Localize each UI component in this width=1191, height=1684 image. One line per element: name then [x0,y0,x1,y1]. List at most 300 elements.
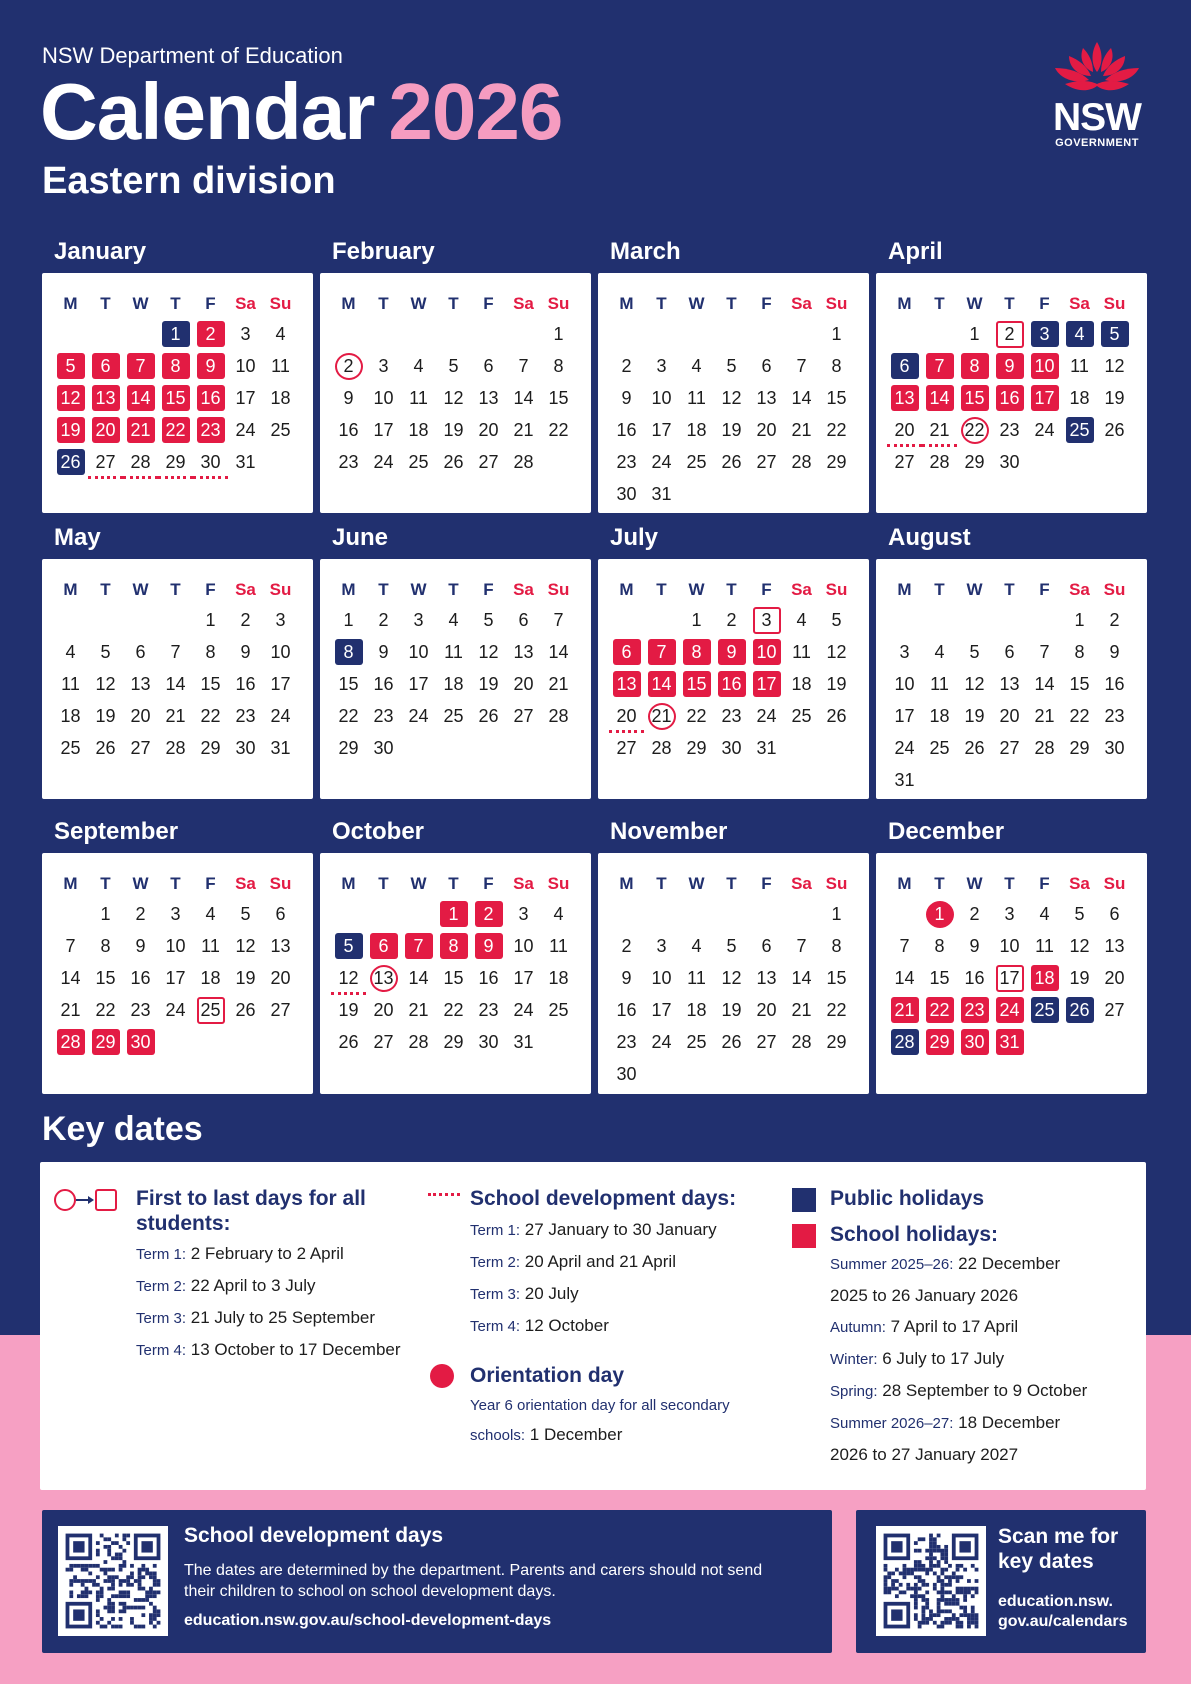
day-number: 26 [95,737,116,758]
day-number: 19 [1104,387,1125,408]
day-cell [1097,636,1132,668]
day-cell [922,898,957,930]
day-number: 15 [200,673,221,694]
day-number: 21 [127,417,155,443]
weekday-header: T [100,580,111,599]
day-cell [88,636,123,668]
day-number: 26 [721,1031,742,1052]
day-cell [506,446,541,478]
day-number: 17 [513,967,534,988]
day-cell [992,898,1027,930]
day-number: 10 [651,387,672,408]
day-cell [679,994,714,1026]
day-cell [53,962,88,994]
month-name: April [888,238,943,265]
weekday-header: T [1004,580,1015,599]
day-number: 23 [197,417,225,443]
day-cell [123,446,158,478]
day-cell [53,350,88,382]
holiday-line: Summer 2025–26: 22 December 2025 to 26 January 2026 [830,1254,1061,1305]
day-cell [436,700,471,732]
day-cell [366,604,401,636]
day-number: 15 [826,967,847,988]
weekday-header: T [378,874,389,893]
day-number: 22 [826,419,847,440]
weekday-header: F [1039,294,1050,313]
day-cell [819,414,854,446]
day-number: 15 [1069,673,1090,694]
weekday-header: T [656,580,667,599]
day-number: 11 [549,935,568,956]
day-number: 28 [57,1029,85,1055]
day-cell [436,668,471,700]
day-cell [887,1026,922,1058]
day-cell [887,636,922,668]
day-number: 20 [130,705,151,726]
day-number: 26 [57,449,85,475]
day-cell [1027,994,1062,1026]
public-holiday-swatch-icon [792,1188,816,1212]
day-cell [401,962,436,994]
day-cell [644,1026,679,1058]
title-year: 2026 [388,67,563,156]
day-cell [331,446,366,478]
day-cell [263,994,298,1026]
day-number: 11 [792,641,811,662]
day-cell [506,700,541,732]
scan-me-link[interactable]: education.nsw. gov.au/calendars [998,1593,1128,1630]
day-number: 21 [929,419,950,440]
day-number: 26 [443,451,464,472]
day-number: 5 [240,903,251,924]
day-number: 20 [616,705,637,726]
day-cell [922,414,957,446]
day-cell [471,930,506,962]
day-number: 16 [964,967,985,988]
day-number: 16 [478,967,499,988]
day-number: 23 [235,705,256,726]
day-number: 5 [335,933,363,959]
day-number: 1 [1074,609,1085,630]
month-card [876,273,1147,513]
day-cell [644,382,679,414]
day-number: 24 [651,451,672,472]
day-number: 24 [996,997,1024,1023]
day-number: 8 [162,353,190,379]
day-number: 15 [683,671,711,697]
day-cell [1097,382,1132,414]
day-number: 25 [60,737,81,758]
day-number: 9 [718,639,746,665]
weekday-header: Sa [1069,294,1090,313]
weekday-header: T [1004,294,1015,313]
day-cell [263,930,298,962]
weekday-header: T [170,874,181,893]
day-number: 22 [961,417,989,444]
day-cell [331,1026,366,1058]
day-number: 10 [894,673,915,694]
day-number: 27 [478,451,499,472]
day-number: 20 [756,419,777,440]
month-card [876,853,1147,1094]
day-number: 30 [478,1031,499,1052]
sdd-info-text: The dates are determined by the department. Parents and carers should not send their children to school on school development days. [184,1562,763,1600]
day-cell [366,1026,401,1058]
day-cell [88,994,123,1026]
day-number: 29 [92,1029,120,1055]
day-cell [331,604,366,636]
day-cell [922,930,957,962]
month-name: August [888,524,971,551]
day-cell [541,668,576,700]
day-cell [714,930,749,962]
day-cell [679,700,714,732]
day-number: 25 [686,451,707,472]
day-cell [123,414,158,446]
day-cell [992,732,1027,764]
day-cell [1062,382,1097,414]
day-cell [819,350,854,382]
day-cell [1062,604,1097,636]
day-cell [644,962,679,994]
day-cell [609,1026,644,1058]
day-number: 21 [1034,705,1055,726]
day-cell [88,732,123,764]
day-cell [436,930,471,962]
day-number: 10 [651,967,672,988]
day-cell [88,898,123,930]
weekday-header: Su [269,294,292,313]
day-number: 14 [548,641,569,662]
day-cell [1097,962,1132,994]
day-cell [193,604,228,636]
day-cell [53,414,88,446]
day-number: 30 [616,1063,637,1084]
day-number: 23 [616,1031,637,1052]
day-cell [1027,636,1062,668]
day-cell [88,414,123,446]
month-name: June [332,524,389,551]
day-cell [53,732,88,764]
day-number: 2 [621,935,632,956]
day-number: 30 [1104,737,1125,758]
day-number: 8 [1074,641,1085,662]
day-number: 21 [165,705,186,726]
day-number: 7 [405,933,433,959]
day-number: 27 [894,451,915,472]
day-number: 23 [721,705,742,726]
day-cell [53,700,88,732]
day-number: 18 [443,673,464,694]
day-number: 14 [165,673,186,694]
day-number: 27 [616,737,637,758]
day-cell [471,446,506,478]
weekday-header: M [341,580,356,599]
day-cell [749,604,784,636]
day-cell [228,962,263,994]
day-number: 25 [548,999,569,1020]
day-cell [228,700,263,732]
day-number: 30 [961,1029,989,1055]
day-cell [749,994,784,1026]
day-cell [749,446,784,478]
day-number: 27 [130,737,151,758]
day-cell [714,604,749,636]
day-cell [992,700,1027,732]
day-number: 22 [1069,705,1090,726]
day-cell [263,604,298,636]
day-cell [401,414,436,446]
day-number: 11 [930,673,949,694]
day-cell [784,446,819,478]
day-number: 2 [996,321,1024,348]
day-cell [331,930,366,962]
day-cell [1062,930,1097,962]
day-number: 3 [240,323,251,344]
day-cell [609,732,644,764]
day-number: 1 [162,321,190,347]
day-cell [714,446,749,478]
day-number: 10 [999,935,1020,956]
day-number: 3 [1031,321,1059,347]
day-number: 2 [335,353,363,380]
day-number: 2 [240,609,251,630]
day-cell [609,350,644,382]
day-cell [922,962,957,994]
day-cell [957,414,992,446]
day-cell [749,382,784,414]
day-cell [88,930,123,962]
weekday-header: Su [269,580,292,599]
day-cell [436,382,471,414]
day-number: 2 [135,903,146,924]
day-number: 16 [996,385,1024,411]
day-number: 29 [165,451,186,472]
day-number: 3 [656,935,667,956]
day-number: 9 [969,935,980,956]
day-cell [471,382,506,414]
day-cell [506,1026,541,1058]
weekday-header: Sa [791,294,812,313]
day-cell [819,700,854,732]
day-number: 4 [691,355,702,376]
day-cell [436,1026,471,1058]
day-cell [1097,668,1132,700]
key-dates-card [40,1162,1146,1490]
day-cell [263,732,298,764]
day-cell [922,636,957,668]
day-cell [679,382,714,414]
day-cell [158,318,193,350]
day-number: 4 [205,903,216,924]
day-number: 13 [891,385,919,411]
day-cell [471,700,506,732]
day-number: 14 [513,387,534,408]
day-number: 24 [235,419,256,440]
day-cell [263,700,298,732]
weekday-header: M [619,580,634,599]
day-cell [819,636,854,668]
day-cell [541,930,576,962]
day-cell [644,478,679,510]
logo-nsw-text: NSW [1053,96,1141,139]
day-number: 11 [687,387,706,408]
day-cell [366,636,401,668]
day-number: 15 [548,387,569,408]
day-cell [819,962,854,994]
day-number: 25 [443,705,464,726]
day-number: 28 [548,705,569,726]
qr-code-calendars[interactable] [876,1526,986,1636]
day-number: 1 [831,903,842,924]
day-number: 17 [235,387,256,408]
day-cell [366,700,401,732]
day-number: 18 [270,387,291,408]
day-cell [749,1026,784,1058]
day-cell [193,414,228,446]
day-number: 23 [338,451,359,472]
day-cell [506,414,541,446]
holiday-line: Spring: 28 September to 9 October [830,1381,1088,1400]
month-card [42,853,313,1094]
day-cell [992,994,1027,1026]
weekday-header: Su [1103,874,1126,893]
day-number: 17 [651,419,672,440]
weekday-header: T [726,294,737,313]
sdd-info-title: School development days [184,1524,444,1547]
day-number: 25 [408,451,429,472]
weekday-header: Su [269,874,292,893]
day-cell [819,382,854,414]
day-number: 12 [1104,355,1125,376]
day-cell [331,962,366,994]
day-number: 27 [756,1031,777,1052]
day-number: 27 [1104,999,1125,1020]
day-cell [123,668,158,700]
day-cell [331,700,366,732]
day-cell [331,350,366,382]
day-number: 22 [162,417,190,443]
day-number: 20 [999,705,1020,726]
day-cell [263,962,298,994]
day-number: 25 [1066,417,1094,443]
weekday-header: F [761,294,772,313]
day-number: 29 [826,1031,847,1052]
term-line: Term 2: 20 April and 21 April [470,1252,676,1271]
day-number: 23 [130,999,151,1020]
day-number: 19 [964,705,985,726]
day-number: 9 [197,353,225,379]
day-cell [679,414,714,446]
day-number: 5 [969,641,980,662]
day-cell [263,414,298,446]
day-cell [1062,962,1097,994]
weekday-header: M [63,874,78,893]
day-number: 23 [373,705,394,726]
day-number: 1 [969,323,980,344]
day-number: 29 [443,1031,464,1052]
day-number: 12 [721,387,742,408]
day-number: 7 [553,609,564,630]
day-cell [609,668,644,700]
day-number: 27 [999,737,1020,758]
day-cell [366,668,401,700]
day-number: 12 [964,673,985,694]
day-number: 4 [448,609,459,630]
day-cell [228,350,263,382]
day-number: 19 [95,705,116,726]
day-cell [609,930,644,962]
day-cell [88,350,123,382]
day-cell [53,1026,88,1058]
day-number: 11 [444,641,463,662]
day-cell [158,446,193,478]
month-name: November [610,818,728,845]
weekday-header: W [410,874,427,893]
day-cell [819,668,854,700]
day-cell [749,668,784,700]
qr-code-sdd[interactable] [58,1526,168,1636]
day-number: 20 [1104,967,1125,988]
day-number: 22 [200,705,221,726]
day-cell [88,668,123,700]
month-name: September [54,818,179,845]
day-number: 12 [478,641,499,662]
term-line: Term 1: 27 January to 30 January [470,1220,717,1239]
day-cell [471,962,506,994]
day-number: 22 [95,999,116,1020]
day-cell [1062,732,1097,764]
day-number: 28 [891,1029,919,1055]
day-cell [887,930,922,962]
day-number: 24 [513,999,534,1020]
sdd-info-box [42,1510,832,1653]
weekday-header: M [63,580,78,599]
day-cell [644,668,679,700]
day-number: 13 [613,671,641,697]
day-number: 5 [726,355,737,376]
day-cell [541,898,576,930]
day-cell [922,994,957,1026]
day-cell [749,700,784,732]
weekday-header: Su [547,580,570,599]
day-cell [714,350,749,382]
day-number: 7 [127,353,155,379]
day-number: 23 [999,419,1020,440]
day-number: 21 [791,419,812,440]
day-number: 17 [408,673,429,694]
day-cell [331,994,366,1026]
day-cell [1062,898,1097,930]
day-cell [644,994,679,1026]
month-card [598,853,869,1094]
day-cell [158,962,193,994]
day-cell [436,414,471,446]
weekday-header: T [378,580,389,599]
day-number: 15 [961,385,989,411]
day-number: 17 [1031,385,1059,411]
day-number: 24 [756,705,777,726]
day-cell [749,732,784,764]
day-number: 9 [378,641,389,662]
day-number: 18 [200,967,221,988]
day-number: 17 [753,671,781,697]
day-cell [193,732,228,764]
day-number: 18 [1031,965,1059,991]
sdd-info-link[interactable]: education.nsw.gov.au/school-development-days [184,1612,552,1629]
day-cell [714,382,749,414]
day-number: 3 [518,903,529,924]
